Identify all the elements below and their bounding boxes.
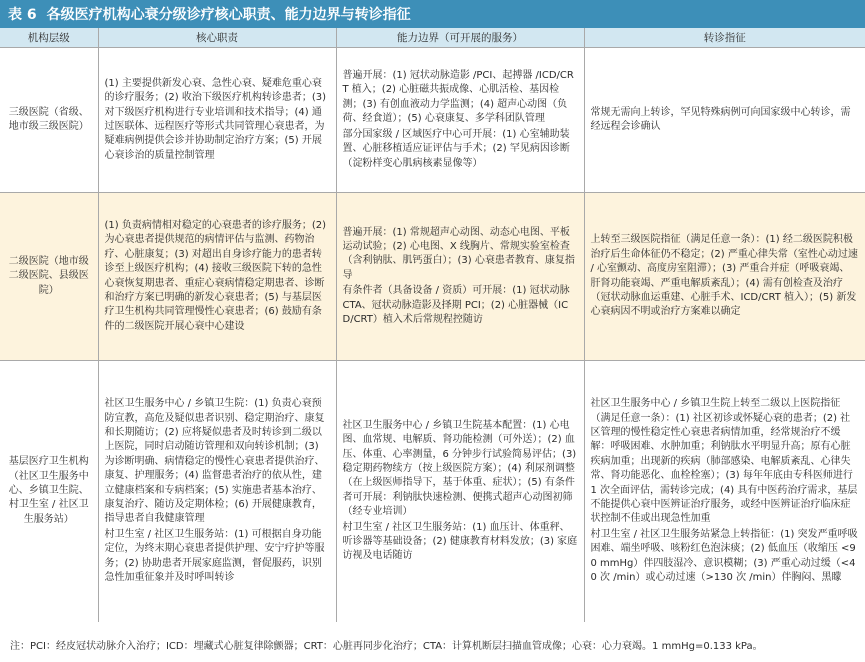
capabilities-text: 社区卫生服务中心 / 乡镇卫生院基本配置：(1) 心电图、血常规、电解质、肾功能检测（可外送）；(2) 血压、体重、心率测量，6 分钟步行试验简易评估；(3) 稳定期药物续方（按上级医院方案）；(4) 利尿剂调整（在上级医师指导下，基于体重、症状）；(5) 有条件者可开展：利钠肽快速检测、便携式超声心动图初筛（经专业培训） bbox=[342, 419, 577, 518]
level-cell-primary: 基层医疗卫生机构（社区卫生服务中心、乡镇卫生院、村卫生室 / 社区卫生服务站） bbox=[0, 361, 98, 622]
level-cell-secondary: 二级医院（地市级二级医院、县级医院） bbox=[0, 193, 98, 361]
duties-cell-primary bbox=[98, 361, 336, 622]
table-row-primary bbox=[0, 361, 865, 622]
table-header-row bbox=[0, 28, 865, 48]
duties-text: (1) 负责病情相对稳定的心衰患者的诊疗服务；(2) 为心衰患者提供规范的病情评估与监测、药物治疗、心脏康复；(3) 对超出自身诊疗能力的患者转诊至上级医疗机构；(4) 接收三级医院下转的急性心衰恢复期患者、重症心衰病情稳定期患者、诊断和治疗方案已明确的新发心衰患者；(5) 与基层医疗卫生机构共同管理慢性心衰患者；(6) 鼓励有条件的二级医院开展心衰中心建设 bbox=[104, 219, 327, 332]
column-header-duties: 核心职责 bbox=[98, 28, 336, 48]
referral-table bbox=[0, 28, 865, 622]
table-row-secondary bbox=[0, 193, 865, 361]
table-footnote: 注：PCI：经皮冠状动脉介入治疗；ICD：埋藏式心脏复律除颤器；CRT：心脏再同步化治疗；CTA：计算机断层扫描血管成像；心衰：心力衰竭。1 mmHg=0.133 kPa。 bbox=[10, 641, 763, 652]
capabilities-cell-tertiary bbox=[336, 48, 584, 193]
referral-text: 上转至三级医院指征（满足任意一条）：(1) 经二级医院积极治疗后生命体征仍不稳定；(2) 严重心律失常（室性心动过速 / 心室颤动、高度房室阻滞）；(3) 严重合并症（呼吸衰竭、肝肾功能衰竭、严重电解质紊乱）；(4) 需有创检查及治疗（冠状动脉血运重建、心脏手术、ICD/CRT 植入）；(5) 新发心衰病因不明或治疗方案难以确定 bbox=[590, 234, 858, 318]
capabilities-text: 普遍开展：(1) 冠状动脉造影 /PCI、起搏器 /ICD/CRT 植入；(2) 心脏磁共振成像、心肌活检、基因检测；(3) 有创血液动力学监测；(4) 超声心动图（负荷、经食道）；(5) 心衰康复、多学科团队管理 bbox=[342, 70, 574, 125]
referral-cell-secondary bbox=[584, 193, 865, 361]
capabilities-cell-secondary bbox=[336, 193, 584, 361]
capabilities-text: 普遍开展：(1) 常规超声心动图、动态心电图、平板运动试验；(2) 心电图、X 线胸片、常规实验室检查（含利钠肽、肌钙蛋白）；(3) 心衰患者教育、康复指导 bbox=[342, 226, 575, 281]
capabilities-text: 村卫生室 / 社区卫生服务站：(1) 血压计、体重秤、听诊器等基础设备；(2) 健康教育材料发放；(3) 家庭访视及电话随访 bbox=[342, 521, 578, 562]
table-title: 各级医疗机构心衰分级诊疗核心职责、能力边界与转诊指征 bbox=[46, 7, 411, 23]
referral-text: 社区卫生服务中心 / 乡镇卫生院上转至二级以上医院指征（满足任意一条）：(1) 社区初诊或怀疑心衰的患者；(2) 社区管理的慢性稳定性心衰患者病情加重，经常规治疗不缓解：呼吸困难、水肿加重；利钠肽水平明显升高；原有心脏疾病加重；出现新的疾病（肺部感染、电解质紊乱、心律失常、肾功能恶化、血栓栓塞）；(3) 每年年底由专科医师进行 1 次全面评估，需转诊完成；(4) 具有中医药治疗需求，基层不能提供心衰中医辨证治疗服务，或经中医辨证治疗临床症状控制不佳或出现急性加重 bbox=[590, 398, 858, 525]
table-title-bar bbox=[0, 0, 865, 28]
table-number: 表 6 bbox=[8, 7, 37, 23]
column-header-level: 机构层级 bbox=[0, 28, 98, 48]
referral-cell-primary bbox=[584, 361, 865, 622]
duties-cell-tertiary bbox=[98, 48, 336, 193]
capabilities-cell-primary bbox=[336, 361, 584, 622]
capabilities-text: 部分国家级 / 区域医疗中心可开展：(1) 心室辅助装置、心脏移植适应证评估与手术；(2) 罕见病因诊断（淀粉样变心肌病核素显像等） bbox=[342, 128, 570, 169]
duties-cell-secondary bbox=[98, 193, 336, 361]
column-header-capabilities: 能力边界（可开展的服务） bbox=[336, 28, 584, 48]
level-cell-tertiary: 三级医院（省级、地市级三级医院） bbox=[0, 48, 98, 193]
referral-cell-tertiary bbox=[584, 48, 865, 193]
table-row-tertiary bbox=[0, 48, 865, 193]
referral-text: 村卫生室 / 社区卫生服务站紧急上转指征：(1) 突发严重呼吸困难、端坐呼吸、咳粉红色泡沫痰；(2) 低血压（收缩压 <90 mmHg）伴四肢湿冷、意识模糊；(3) 严重心动过缓（<40 次 /min）或心动过速（>130 次 /min）伴胸闷、黑矇 bbox=[590, 528, 858, 583]
duties-text: 村卫生室 / 社区卫生服务站：(1) 可根据自身功能定位，为终末期心衰患者提供护理、安宁疗护等服务；(2) 协助患者开展家庭监测，督促服药，识别急性加重征象并及时呼叫转诊 bbox=[104, 528, 325, 583]
referral-text: 常规无需向上转诊，罕见特殊病例可向国家级中心转诊，需经远程会诊确认 bbox=[590, 106, 851, 132]
column-header-referral: 转诊指征 bbox=[584, 28, 865, 48]
capabilities-text: 有条件者（具备设备 / 资质）可开展：(1) 冠状动脉 CTA、冠状动脉造影及择期 PCI；(2) 心脏器械（ICD/CRT）植入术后常规程控随访 bbox=[342, 285, 570, 326]
duties-text: 社区卫生服务中心 / 乡镇卫生院：(1) 负责心衰预防宣教，高危及疑似患者识别、稳定期治疗、康复和长期随访；(2) 应将疑似患者及时转诊到二级以上医院，同时启动随访管理和双向转诊机制；(3) 为诊断明确、病情稳定的慢性心衰患者提供治疗、康复、护理服务；(4) 监督患者治疗的依从性，建立健康档案和专病档案；(5) 实施患者基本治疗、康复治疗、随访及定期体检；(6) 开展健康教育，指导患者自我健康管理 bbox=[104, 398, 325, 525]
duties-text: (1) 主要提供新发心衰、急性心衰、疑难危重心衰的诊疗服务；(2) 收治下级医疗机构转诊患者；(3) 对下级医疗机构进行专业培训和技术指导；(4) 通过医联体、远程医疗等形式共同管理心衰患者，为疑难病例提供会诊并协助制定治疗方案；(5) 开展心衰诊治的质量控制管理 bbox=[104, 77, 327, 161]
